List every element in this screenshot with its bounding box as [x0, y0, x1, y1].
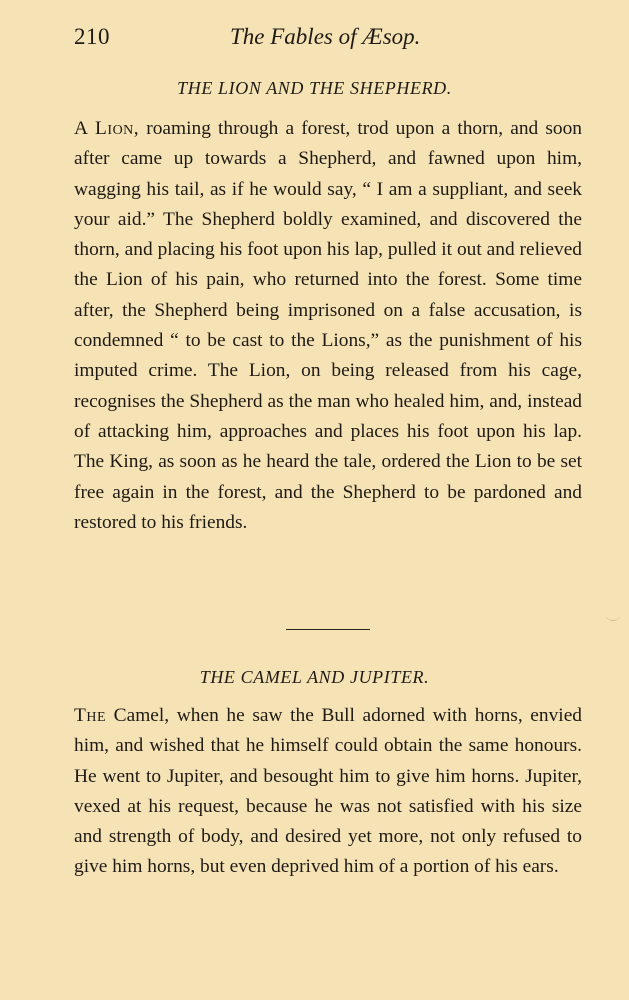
fable-body: Camel, when he saw the Bull adorned with horns, envied him, and wished that he himself could obtain the same honours. He went to Jupiter, and besought him to give him horns. Jupiter, vexed at his request, because he was not satisfied with his size and strength of body, and desired yet more, not only refused to give him horns, but even deprived him of a portion of his ears. — [74, 705, 582, 878]
section-divider — [286, 629, 370, 630]
fable-lead-word: The — [74, 705, 107, 726]
margin-smudge — [605, 612, 621, 621]
fable-title-lion-and-shepherd: THE LION AND THE SHEPHERD. — [177, 78, 452, 98]
fable-text-camel-and-jupiter — [74, 701, 582, 883]
page-number: 210 — [74, 24, 110, 49]
fable-body: roaming through a forest, trod upon a thorn, and soon after came up towards a Shepherd, and fawned upon him, wagging his tail, as if he would say, “ I am a suppliant, and seek your aid.” The Shepherd boldly examined, and discovered the thorn, and placing his foot upon his lap, pulled it out and relieved the Lion of his pain, who returned into the forest. Some time after, the Shepherd being imprisoned on a false accusation, is condemned “ to be cast to the Lions,” as the punishment of his imputed crime. The Lion, on being released from his cage, recognises the Shepherd as the man who healed him, and, instead of attacking him, approaches and places his foot upon his lap. The King, as soon as he heard the tale, ordered the Lion to be set free again in the forest, and the Shepherd to be pardoned and restored to his friends. — [74, 118, 582, 533]
fable-title-camel-and-jupiter: THE CAMEL AND JUPITER. — [199, 667, 430, 687]
fable-lead-word: A Lion, — [74, 118, 140, 139]
book-title: The Fables of Æsop. — [230, 24, 421, 49]
running-head — [74, 24, 584, 58]
fable-text-lion-and-shepherd — [74, 114, 582, 538]
